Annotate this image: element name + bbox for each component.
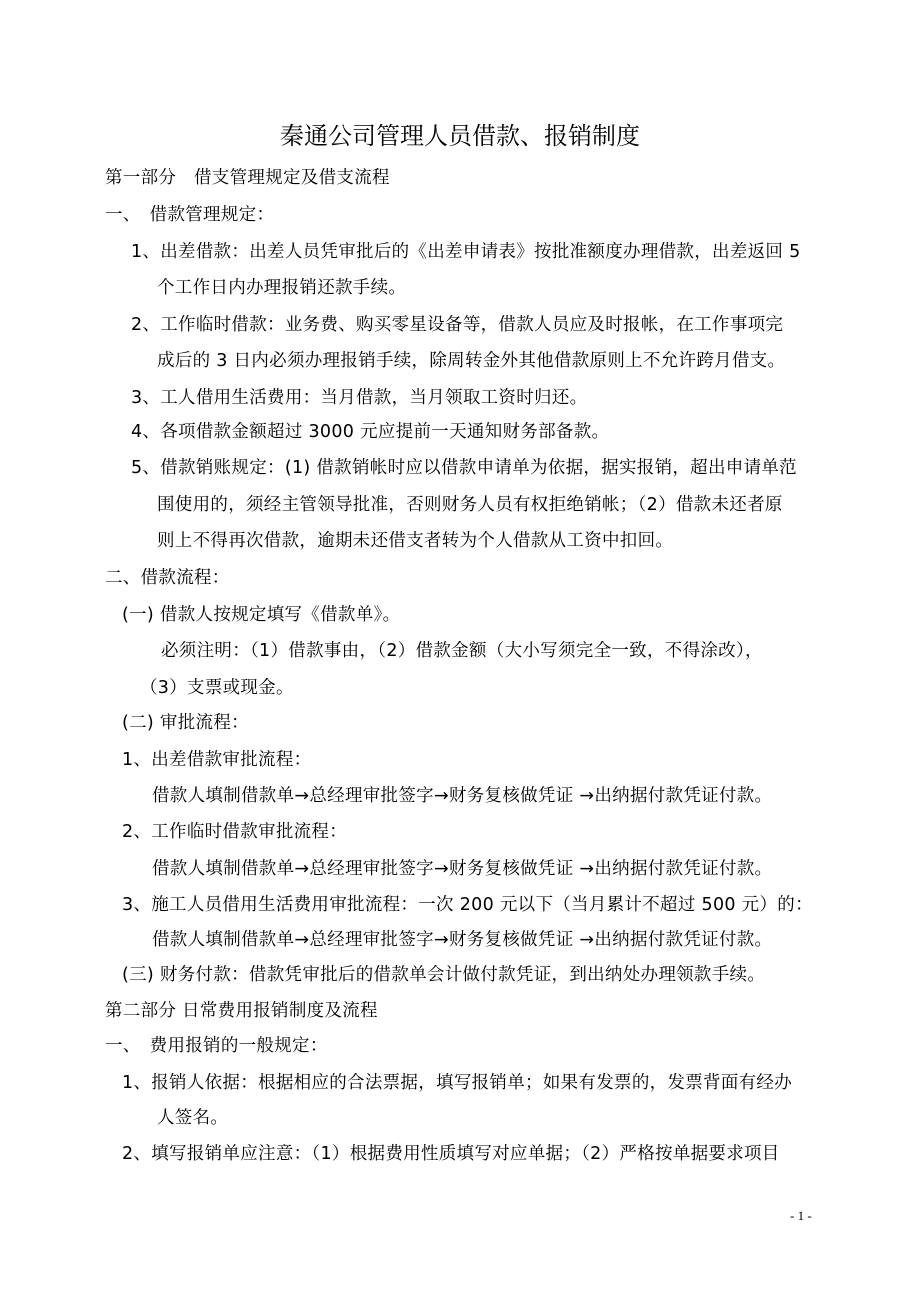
- section-heading: 二、借款流程：: [105, 568, 230, 588]
- paragraph-line: 4、各项借款金额超过 3000 元应提前一天通知财务部备款。: [131, 422, 610, 442]
- flow-line: 借款人填制借款单→总经理审批签字→财务复核做凭证 →出纳据付款凭证付款。: [152, 859, 773, 879]
- section-heading: 一、 借款管理规定：: [105, 205, 275, 225]
- paragraph-line: 1、出差借款审批流程：: [122, 750, 312, 770]
- flow-line: 借款人填制借款单→总经理审批签字→财务复核做凭证 →出纳据付款凭证付款。: [152, 930, 773, 950]
- paragraph-line: 人签名。: [157, 1108, 229, 1128]
- part-heading: 第二部分 日常费用报销制度及流程: [105, 1001, 378, 1021]
- paragraph-line: 3、施工人员借用生活费用审批流程：一次 200 元以下（当月累计不超过 500 元）的：: [122, 895, 813, 915]
- document-title: 秦通公司管理人员借款、报销制度: [280, 122, 640, 150]
- paragraph-line: 2、工作临时借款审批流程：: [122, 822, 348, 842]
- paragraph-line: 成后的 3 日内必须办理报销手续，除周转金外其他借款原则上不允许跨月借支。: [157, 351, 786, 371]
- subsection-heading: (三) 财务付款：借款凭审批后的借款单会计做付款凭证，到出纳处办理领款手续。: [122, 965, 766, 985]
- paragraph-line: 则上不得再次借款，逾期未还借支者转为个人借款从工资中扣回。: [157, 531, 674, 551]
- paragraph-line: 2、工作临时借款：业务费、购买零星设备等，借款人员应及时报帐，在工作事项完: [131, 315, 784, 335]
- part-heading: 第一部分 借支管理规定及借支流程: [105, 168, 390, 188]
- section-heading: 一、 费用报销的一般规定：: [105, 1036, 328, 1056]
- paragraph-line: 个工作日内办理报销还款手续。: [157, 278, 407, 298]
- page-number: - 1 -: [790, 1208, 812, 1223]
- subsection-heading: (二) 审批流程：: [122, 713, 249, 733]
- flow-line: 借款人填制借款单→总经理审批签字→财务复核做凭证 →出纳据付款凭证付款。: [152, 786, 773, 806]
- paragraph-line: 围使用的，须经主管领导批准，否则财务人员有权拒绝销帐；（2）借款未还者原: [157, 495, 783, 515]
- paragraph-line: 1、报销人依据：根据相应的合法票据，填写报销单；如果有发票的，发票背面有经办: [122, 1073, 793, 1093]
- paragraph-line: （3）支票或现金。: [140, 678, 294, 698]
- subsection-heading: (一) 借款人按规定填写《借款单》。: [122, 605, 401, 625]
- paragraph-line: 1、出差借款：出差人员凭审批后的《出差申请表》按批准额度办理借款，出差返回 5: [131, 242, 801, 262]
- paragraph-line: 3、工人借用生活费用：当月借款，当月领取工资时归还。: [131, 388, 588, 408]
- paragraph-line: 5、借款销账规定：(1) 借款销帐时应以借款申请单为依据，据实报销，超出申请单范: [131, 458, 797, 478]
- paragraph-line: 必须注明：（1）借款事由，（2）借款金额（大小写须完全一致，不得涂改），: [161, 641, 763, 661]
- paragraph-line: 2、填写报销单应注意：（1）根据费用性质填写对应单据；（2）严格按单据要求项目: [122, 1144, 780, 1164]
